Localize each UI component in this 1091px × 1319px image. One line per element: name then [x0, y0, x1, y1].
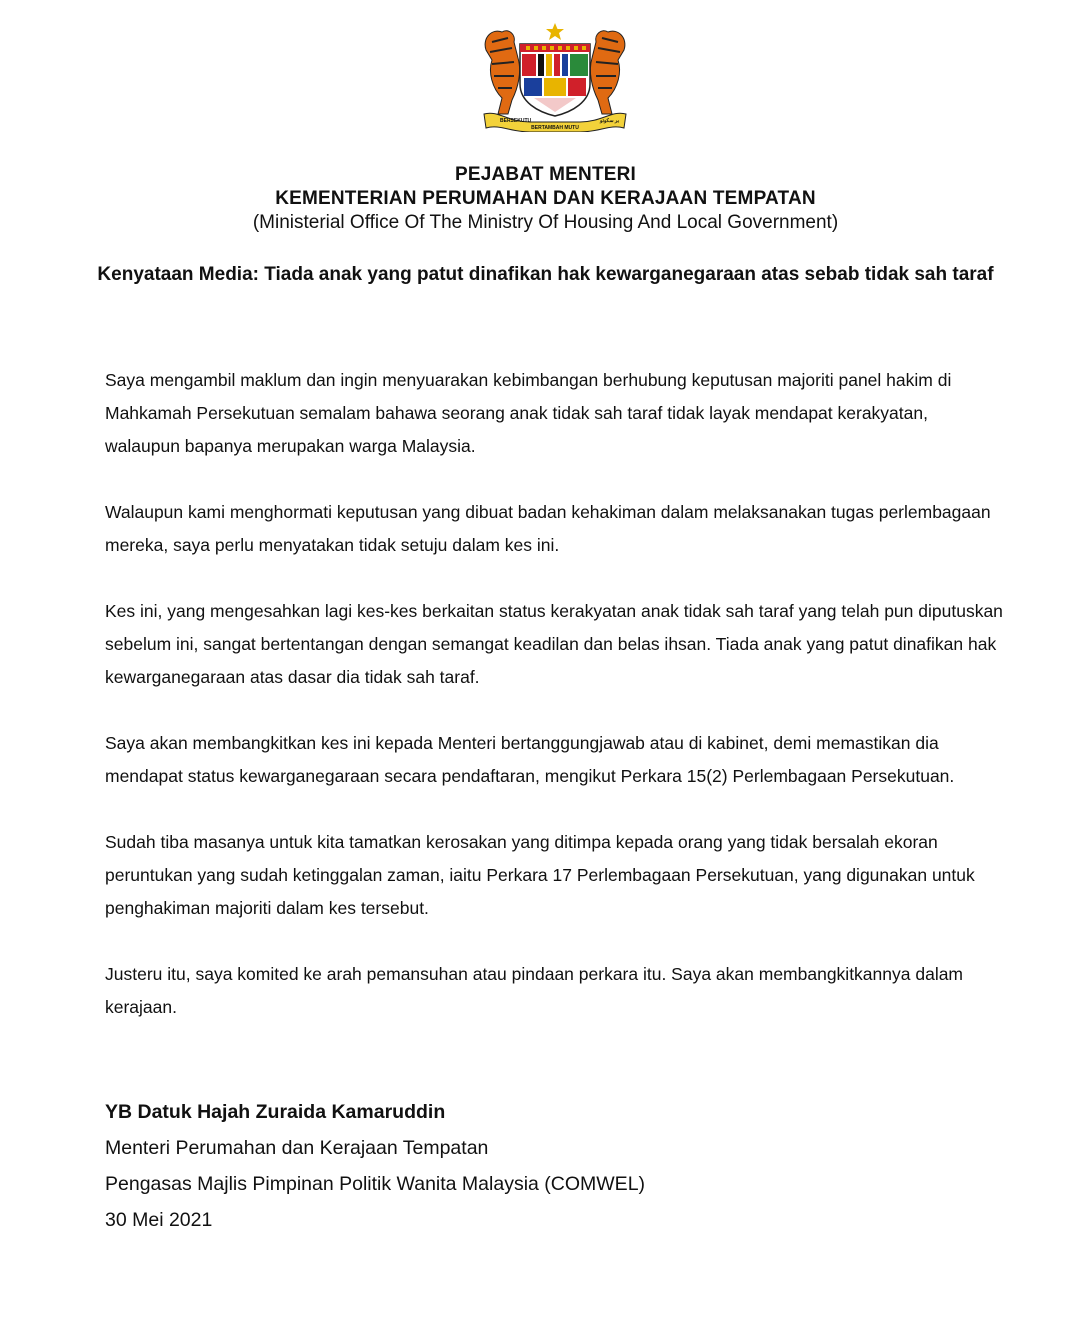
- ministry-name: KEMENTERIAN PERUMAHAN DAN KERAJAAN TEMPATAN: [275, 188, 816, 209]
- paragraph-3: Kes ini, yang mengesahkan lagi kes-kes berkaitan status kerakyatan anak tidak sah taraf yang telah pun diputuskan sebelum ini, sangat bertentangan dengan semangat keadilan dan belas ihsan. Tiada anak yang patut dinafikan hak kewarganegaraan atas dasar dia tidak sah taraf.: [105, 601, 1003, 687]
- statement-date: 30 Mei 2021: [105, 1209, 213, 1231]
- signatory-title-minister: Menteri Perumahan dan Kerajaan Tempatan: [105, 1137, 489, 1159]
- signature-block: [105, 1094, 1005, 1238]
- signatory-title-founder: Pengasas Majlis Pimpinan Politik Wanita Malaysia (COMWEL): [105, 1173, 646, 1195]
- statement-body: [105, 364, 1005, 1057]
- signatory-name: YB Datuk Hajah Zuraida Kamaruddin: [105, 1101, 446, 1123]
- office-name: PEJABAT MENTERI: [454, 164, 637, 185]
- paragraph-5: Sudah tiba masanya untuk kita tamatkan kerosakan yang ditimpa kepada orang yang tidak bersalah ekoran peruntukan yang sudah ketinggalan zaman, iaitu Perkara 17 Perlembagaan Persekutuan, yang digunakan untuk penghakiman majoriti dalam kes tersebut.: [105, 832, 975, 918]
- paragraph-4: Saya akan membangkitkan kes ini kepada Menteri bertanggungjawab atau di kabinet, demi memastikan dia mendapat status kewarganegaraan secara pendaftaran, mengikut Perkara 15(2) Perlembagaan Persekutuan.: [105, 733, 955, 786]
- paragraph-2: Walaupun kami menghormati keputusan yang dibuat badan kehakiman dalam melaksanakan tugas perlembagaan mereka, saya perlu menyatakan tidak setuju dalam kes ini.: [105, 502, 991, 555]
- paragraph-1: Saya mengambil maklum dan ingin menyuarakan kebimbangan berhubung keputusan majoriti panel hakim di Mahkamah Persekutuan semalam bahawa seorang anak tidak sah taraf tidak layak mendapat kerakyatan, walaupun bapanya merupakan warga Malaysia.: [105, 370, 952, 456]
- press-statement-title: Kenyataan Media: Tiada anak yang patut dinafikan hak kewarganegaraan atas sebab tidak sah taraf: [97, 264, 994, 285]
- motto-right: بر سکوتو: [600, 118, 620, 124]
- coat-of-arms-logo: [478, 18, 632, 132]
- motto-center: BERTAMBAH MUTU: [531, 125, 579, 131]
- ministry-name-english: (Ministerial Office Of The Ministry Of Housing And Local Government): [252, 212, 839, 233]
- letterhead: [0, 163, 1091, 235]
- motto-left: BERSEKUTU: [500, 118, 532, 124]
- paragraph-6: Justeru itu, saya komited ke arah pemansuhan atau pindaan perkara itu. Saya akan membangkitkannya dalam kerajaan.: [105, 964, 964, 1017]
